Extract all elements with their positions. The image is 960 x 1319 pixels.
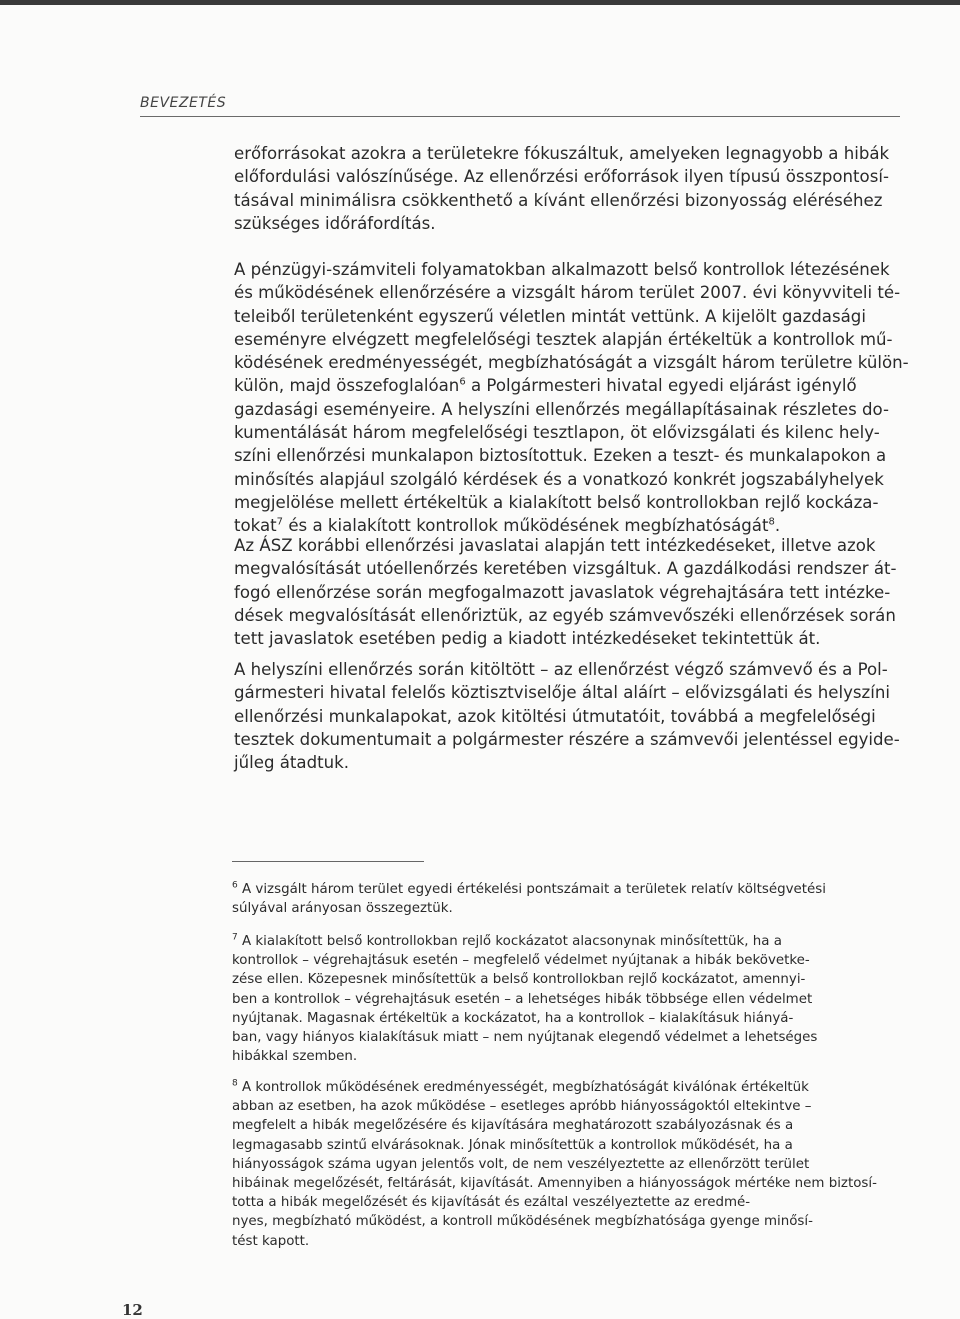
text-line: tásával minimálisra csökkenthető a kívánt ellenőrzési bizonyosság eléréséhez <box>234 190 883 210</box>
text-line: kumentálását három megfelelőségi tesztlapon, öt elővizsgálati és kilenc hely- <box>234 423 880 443</box>
text-fragment: A kontrollok működésének eredményességét, megbízhatóságát kiválónak értékeltük <box>242 1080 809 1095</box>
footnote-line: nyes, megbízható működést, a kontroll működésének megbízhatósága gyenge minősí- <box>232 1214 813 1230</box>
text-line: minősítés alapjául szolgáló kérdések és a vonatkozó konkrét jogszabályhelyek <box>234 469 884 489</box>
footnote-line: hibáinak megelőzését, feltárását, kijavítását. Amennyiben a hiányosságok mértéke nem biztosí- <box>232 1176 877 1192</box>
text-line: ködésének eredményességét, megbízhatóságát a vizsgált három területre külön- <box>234 353 909 373</box>
running-header <box>140 92 900 117</box>
footnote-6 <box>232 880 902 918</box>
text-line: megjelölése mellett értékeltük a kialakított belső kontrollokban rejlő kockáza- <box>234 492 879 512</box>
footnote-ref-8: 8 <box>768 516 775 528</box>
text-line: jűleg átadtuk. <box>234 753 350 773</box>
footnote-line: hibákkal szemben. <box>232 1049 358 1065</box>
footnote-line: totta a hibák megelőzését és kijavítását és ezáltal veszélyeztette az eredmé- <box>232 1195 751 1211</box>
footnote-line: megfelelt a hibák megelőzésére és kijavítására meghatározott szabályozásnak és a <box>232 1118 794 1134</box>
footnote-ref-6: 6 <box>459 376 466 388</box>
text-line: A pénzügyi-számviteli folyamatokban alkalmazott belső kontrollok létezésének <box>234 260 890 279</box>
footnote-line <box>232 880 902 899</box>
page-number: 12 <box>122 1301 143 1319</box>
text-line: tett javaslatok esetében pedig a kiadott intézkedéseket tekintettük át. <box>234 629 821 649</box>
text-line: színi ellenőrzési munkalapon biztosítottuk. Ezeken a teszt- és munkalapokon a <box>234 446 887 466</box>
text-fragment: . <box>774 516 781 536</box>
footnote-number: 8 <box>232 1078 238 1089</box>
text-line: szükséges időráfordítás. <box>234 213 436 233</box>
text-fragment: és a kialakított kontrollok működésének megbízhatóságát <box>288 516 769 536</box>
text-line: erőforrásokat azokra a területekre fókuszáltuk, amelyeken legnagyobb a hibák <box>234 144 890 163</box>
footnote-line <box>232 1078 902 1097</box>
top-border-rule <box>0 0 960 5</box>
text-line: ellenőrzési munkalapokat, azok kitöltési útmutatóit, továbbá a megfelelőségi <box>234 706 876 726</box>
text-fragment: a Polgármesteri hivatal egyedi eljárást igénylő <box>470 376 857 396</box>
footnote-line: ban, vagy hiányos kialakításuk miatt – nem nyújtanak elegendő védelmet a lehetséges <box>232 1030 818 1046</box>
paragraph-4 <box>234 658 902 774</box>
text-line: Az ÁSZ korábbi ellenőrzési javaslatai alapján tett intézkedéseket, illetve azok <box>234 536 876 555</box>
footnote-number: 7 <box>232 932 238 943</box>
text-line: A helyszíni ellenőrzés során kitöltött – az ellenőrzést végző számvevő és a Pol- <box>234 660 888 679</box>
footnote-line: súlyával arányosan összegeztük. <box>232 901 453 917</box>
paragraph-3 <box>234 534 902 650</box>
text-fragment: A kialakított belső kontrollokban rejlő kockázatot alacsonynak minősítettük, ha a <box>242 934 782 949</box>
text-fragment: külön, majd összefoglalóan <box>234 376 460 396</box>
text-line: tesztek dokumentumait a polgármester részére a számvevői jelentéssel egyide- <box>234 729 900 749</box>
text-line: előfordulási valószínűsége. Az ellenőrzési erőforrások ilyen típusú összpontosí- <box>234 167 889 187</box>
footnote-line: abban az esetben, ha azok működése – esetleges apróbb hiányosságoktól eltekintve – <box>232 1099 812 1115</box>
paragraph-1 <box>234 142 902 235</box>
text-fragment: tokat <box>234 516 277 536</box>
footnote-line: zése ellen. Közepesnek minősítettük a belső kontrollokban rejlő kockázatot, amennyi- <box>232 972 806 988</box>
footnote-line: ben a kontrollok – végrehajtásuk esetén – a lehetséges hibák többsége ellen védelmet <box>232 991 813 1007</box>
text-line: és működésének ellenőrzésére a vizsgált három terület 2007. évi könyvviteli té- <box>234 283 901 303</box>
paragraph-2 <box>234 258 909 538</box>
footnote-line: hiányosságok száma ugyan jelentős volt, de nem veszélyeztette az ellenőrzött terület <box>232 1156 810 1172</box>
text-line: teleiből területenként egyszerű véletlen mintát vettünk. A kijelölt gazdasági <box>234 306 866 326</box>
footnote-7 <box>232 932 902 1066</box>
text-fragment: A vizsgált három terület egyedi értékelési pontszámait a területek relatív költségvetési <box>242 882 826 897</box>
footnote-line: nyújtanak. Magasnak értékeltük a kockázatot, ha a kontrollok – kialakításuk hiányá- <box>232 1010 794 1026</box>
footnote-number: 6 <box>232 880 238 891</box>
footnote-line <box>232 932 902 951</box>
footnote-line: tést kapott. <box>232 1233 310 1249</box>
text-line <box>234 374 902 397</box>
text-line: eseményre elvégzett megfelelőségi tesztek alapján értékeltük a kontrollok mű- <box>234 329 893 349</box>
text-line: gazdasági eseményeire. A helyszíni ellenőrzés megállapításainak részletes do- <box>234 399 890 419</box>
text-line: dések megvalósítását ellenőriztük, az egyéb számvevőszéki ellenőrzések során <box>234 605 896 625</box>
text-line: megvalósítását utóellenőrzés keretében vizsgáltuk. A gazdálkodási rendszer át- <box>234 559 897 579</box>
text-line: gármesteri hivatal felelős köztisztviselője által aláírt – elővizsgálati és helyszíni <box>234 683 890 703</box>
footnote-8 <box>232 1078 902 1251</box>
footnote-separator <box>232 861 424 862</box>
footnote-ref-7: 7 <box>276 516 284 528</box>
footnote-line: kontrollok – végrehajtásuk esetén – megfelelő védelmet nyújtanak a hibák bekövetke- <box>232 953 810 969</box>
header-title: BEVEZETÉS <box>140 95 227 111</box>
text-line: fogó ellenőrzése során megfogalmazott javaslatok végrehajtására tett intézke- <box>234 582 891 602</box>
footnote-line: legmagasabb szintű elvárásoknak. Jónak minősítettük a kontrollok működését, ha a <box>232 1137 793 1153</box>
